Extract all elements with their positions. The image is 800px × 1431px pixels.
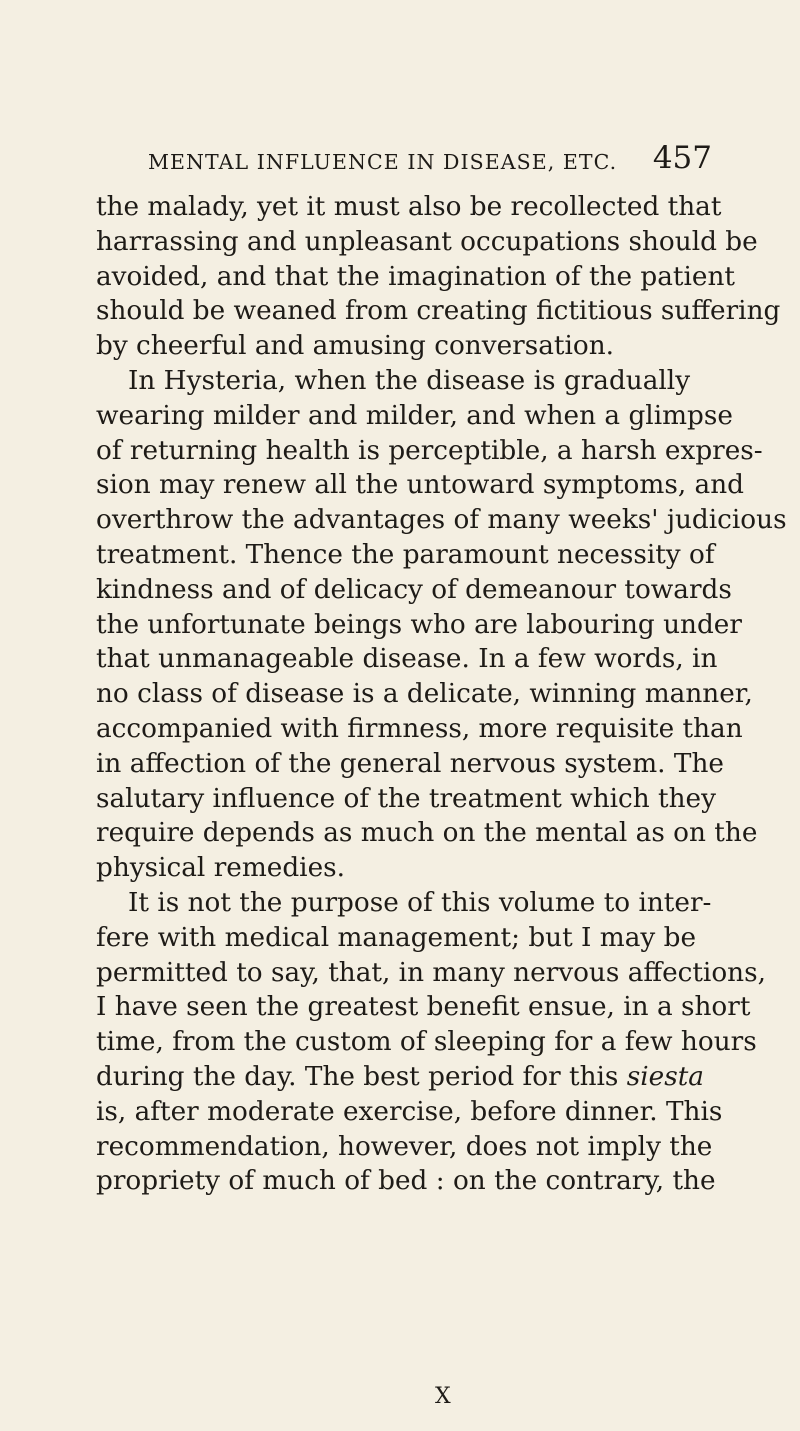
text-line: overthrow the advantages of many weeks' judicious	[96, 505, 787, 536]
text-line: recommendation, however, does not imply the	[96, 1131, 713, 1162]
text-line: permitted to say, that, in many nervous affections,	[96, 957, 766, 988]
text-line: by cheerful and amusing conversation.	[96, 331, 615, 362]
text-line: no class of disease is a delicate, winning manner,	[96, 679, 753, 710]
text-line: the malady, yet it must also be recollected that	[96, 192, 722, 222]
text-line: accompanied with firmness, more requisite than	[96, 714, 743, 744]
text-line: treatment. Thence the paramount necessity of	[96, 540, 715, 570]
text-line: that unmanageable disease. In a few words, in	[96, 644, 718, 675]
text-line: fere with medical management; but I may be	[96, 922, 697, 953]
text-line	[96, 1060, 704, 1094]
text-line: wearing milder and milder, and when a glimpse	[96, 400, 733, 431]
text-line: of returning health is perceptible, a harsh expres-	[96, 435, 763, 466]
text-line: sion may renew all the untoward symptoms, and	[96, 470, 744, 501]
page-number: 457	[652, 140, 712, 176]
running-head-title: MENTAL INFLUENCE IN DISEASE, ETC.	[148, 150, 618, 174]
italic-word: siesta	[626, 1062, 704, 1092]
text-line: I have seen the greatest benefit ensue, in a short	[96, 992, 751, 1023]
text-line: the unfortunate beings who are labouring under	[96, 609, 742, 640]
text-line: salutary influence of the treatment which they	[96, 783, 716, 814]
text-line: should be weaned from creating fictitious suffering	[96, 296, 781, 327]
text-line: is, after moderate exercise, before dinner. This	[96, 1096, 723, 1127]
text-line: in affection of the general nervous system. The	[96, 748, 724, 779]
text-line: physical remedies.	[96, 853, 345, 884]
running-head	[148, 140, 712, 180]
text-line: require depends as much on the mental as on the	[96, 818, 758, 849]
signature-mark: X	[435, 1384, 451, 1409]
paragraph-start-line: In Hysteria, when the disease is gradually	[128, 366, 691, 396]
text-line-segment: during the day. The best period for this	[96, 1062, 619, 1092]
paragraph-start-line: It is not the purpose of this volume to inter-	[128, 888, 712, 918]
text-line: kindness and of delicacy of demeanour towards	[96, 574, 732, 605]
text-line: avoided, and that the imagination of the patient	[96, 261, 735, 292]
text-line: propriety of much of bed : on the contrary, the	[96, 1166, 716, 1197]
text-line: time, from the custom of sleeping for a few hours	[96, 1027, 757, 1058]
text-line: harrassing and unpleasant occupations should be	[96, 226, 758, 257]
